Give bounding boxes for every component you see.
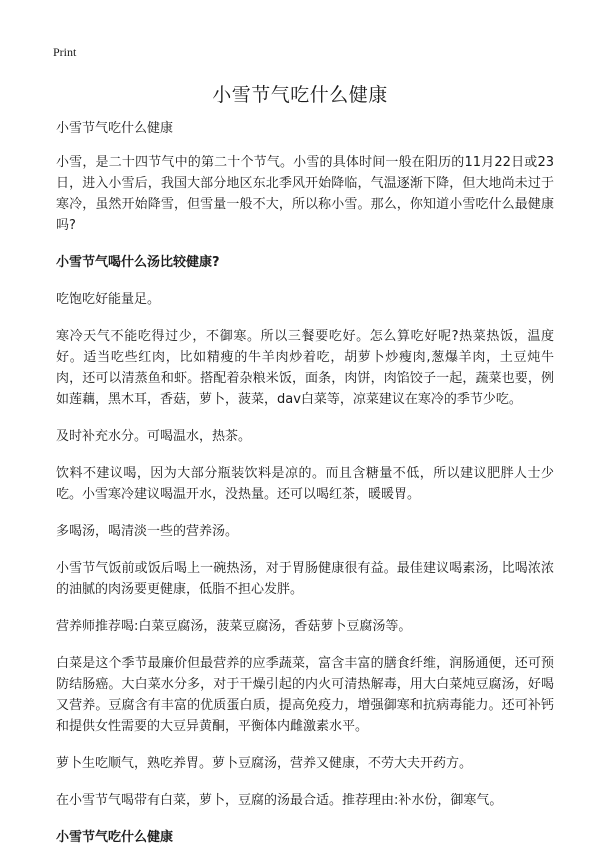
section-heading-healthy-food: 小雪节气吃什么健康	[56, 830, 174, 845]
print-link[interactable]: Print	[53, 45, 77, 59]
paragraph: 萝卜生吃顺气，熟吃养胃。萝卜豆腐汤，营养又健康，不劳大夫开药方。	[56, 756, 473, 771]
paragraph: 白菜是这个季节最廉价但最营养的应季蔬菜，富含丰富的膳食纤维，润肠通便，还可预防结肠癌。大白菜水分多，对于干燥引起的内火可清热解毒，用大白菜炖豆腐汤，好喝又营养。豆腐含有丰富的优质蛋白质，提高免疫力，增强御寒和抗病毒能力。还可补钙和提供女性需要的大豆异黄酮，平衡体内雌激素水平。	[56, 656, 554, 734]
paragraph: 饮料不建议喝，因为大部分瓶装饮料是凉的。而且含糖量不低，所以建议肥胖人士少吃。小雪寒冷建议喝温开水，没热量。还可以喝红茶，暖暖胃。	[56, 466, 554, 502]
page-title: 小雪节气吃什么健康	[212, 84, 388, 106]
article-body	[56, 118, 554, 864]
section-heading-soup: 小雪节气喝什么汤比较健康?	[56, 255, 220, 270]
paragraph: 寒冷天气不能吃得过少，不御寒。所以三餐要吃好。怎么算吃好呢?热菜热饭，温度好。适当吃些红肉，比如精瘦的牛羊肉炒着吃，胡萝卜炒瘦肉,葱爆羊肉，土豆炖牛肉，还可以清蒸鱼和虾。搭配着杂粮米饭，面条，肉饼，肉馅饺子一起，蔬菜也要，例如莲藕，黑木耳，香菇，萝卜，菠菜，dav白菜等，凉菜建议在寒冷的季节少吃。	[56, 329, 554, 407]
paragraph: 及时补充水分。可喝温水，热茶。	[56, 429, 252, 444]
paragraph: 小雪节气饭前或饭后喝上一碗热汤，对于胃肠健康很有益。最佳建议喝素汤，比喝浓浓的油腻的肉汤要更健康，低脂不担心发胖。	[56, 561, 554, 597]
paragraph: 在小雪节气喝带有白菜，萝卜，豆腐的汤最合适。推荐理由:补水份，御寒气。	[56, 793, 503, 808]
paragraph: 多喝汤，喝清淡一些的营养汤。	[56, 524, 239, 539]
paragraph: 吃饱吃好能量足。	[56, 292, 161, 307]
intro-paragraph: 小雪，是二十四节气中的第二十个节气。小雪的具体时间一般在阳历的11月22日或23日，进入小雪后，我国大部分地区东北季风开始降临，气温逐渐下降，但大地尚未过于寒冷，虽然开始降雪，但雪量一般不大，所以称小雪。那么，你知道小雪吃什么最健康吗?	[56, 155, 554, 233]
paragraph: 营养师推荐喝:白菜豆腐汤，菠菜豆腐汤，香菇萝卜豆腐汤等。	[56, 619, 412, 634]
article-subtitle: 小雪节气吃什么健康	[56, 121, 174, 136]
